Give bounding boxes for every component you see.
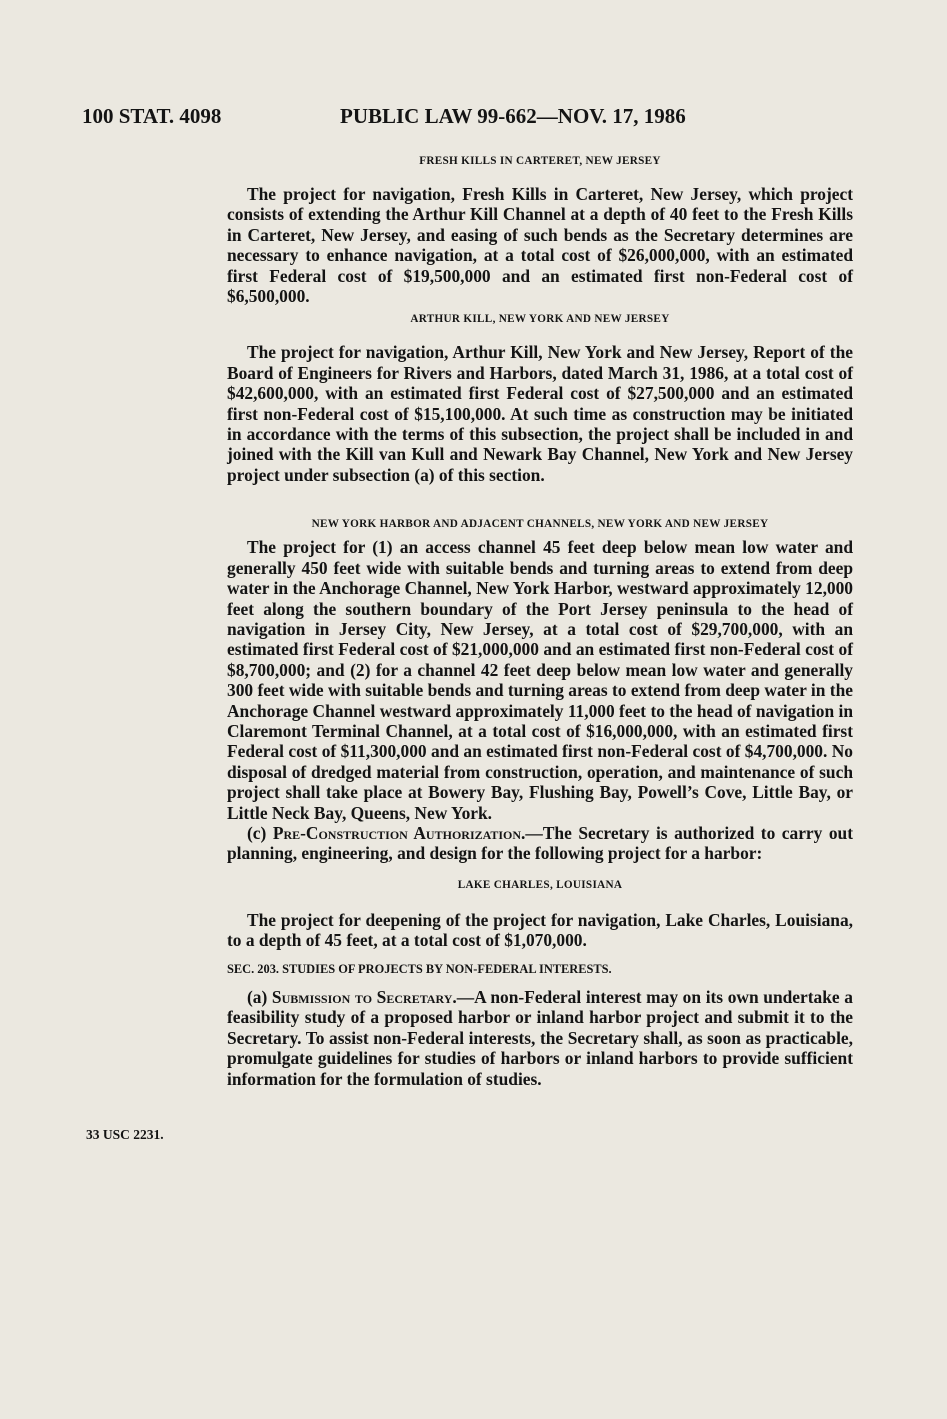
subsection-a-label: (a) xyxy=(247,987,272,1007)
paragraph-ny-harbor: The project for (1) an access channel 45 feet deep below mean low water and generally 450 feet wide with suitable bends and turning areas to extend from deep water in the Anchorage Channel, New York Harbor, westward approximately 12,000 feet along the southern boundary of the Port Jersey peninsula to the head of navigation in Jersey City, New Jersey, at a total cost of $29,700,000, with an estimated first Federal cost of $21,000,000 and an estimated first non-Federal cost of $8,700,000; and (2) for a channel 42 feet deep below mean low water and generally 300 feet wide with suitable bends and turning areas to extend from deep water in the Anchorage Channel westward approximately 11,000 feet to the head of navigation in Claremont Terminal Channel, at a total cost of $16,000,000, with an estimated first Federal cost of $11,300,000 and an estimated first non-Federal cost of $4,700,000. No disposal of dredged material from construction, operation, and maintenance of such project shall take place at Bowery Bay, Flushing Bay, Powell’s Cove, Little Bay, or Little Neck Bay, Queens, New York. xyxy=(227,537,853,823)
subsection-c-text: —The Secretary is authorized to carry out planning, engineering, and design for the following project for a harbor: xyxy=(227,822,854,864)
body-text xyxy=(227,150,853,1089)
paragraph-sec-203-a xyxy=(227,987,853,1089)
heading-fresh-kills: FRESH KILLS IN CARTERET, NEW JERSEY xyxy=(419,155,661,167)
public-law-title: PUBLIC LAW 99-662—NOV. 17, 1986 xyxy=(340,104,686,128)
paragraph-lake-charles: The project for deepening of the project for navigation, Lake Charles, Louisiana, to a depth of 45 feet, at a total cost of $1,070,000. xyxy=(227,909,853,951)
margin-note-usc: 33 USC 2231. xyxy=(86,1127,164,1142)
subsection-c-label: (c) xyxy=(247,822,273,843)
section-203-title: SEC. 203. STUDIES OF PROJECTS BY NON-FEDERAL INTERESTS. xyxy=(227,961,612,976)
heading-arthur-kill: ARTHUR KILL, NEW YORK AND NEW JERSEY xyxy=(410,313,670,326)
subsection-a-title: Submission to Secretary. xyxy=(271,987,457,1007)
subsection-a-text: —A non-Federal interest may on its own undertake a feasibility study of a proposed harbor or inland harbor project and submit it to the Secretary. To assist non-Federal interests, the Secretary shall, as soon as practicable, promulgate guidelines for studies of harbors or inland harbors to provide sufficient information for the formulation of studies. xyxy=(227,987,853,1089)
paragraph-fresh-kills: The project for navigation, Fresh Kills in Carteret, New Jersey, which project consists of extending the Arthur Kill Channel at a depth of 40 feet to the Fresh Kills in Carteret, New Jersey, and easing of such bends as the Secretary determines are necessary to enhance navigation, at a total cost of $26,000,000, with an estimated first Federal cost of $19,500,000 and an estimated first non-Federal cost of $6,500,000. xyxy=(227,184,853,307)
paragraph-pre-construction xyxy=(227,823,853,864)
statute-citation: 100 STAT. 4098 xyxy=(82,104,222,128)
heading-lake-charles: LAKE CHARLES, LOUISIANA xyxy=(457,878,623,891)
heading-ny-harbor: NEW YORK HARBOR AND ADJACENT CHANNELS, NEW YORK AND NEW JERSEY xyxy=(311,518,769,531)
paragraph-arthur-kill: The project for navigation, Arthur Kill, New York and New Jersey, Report of the Board of Engineers for Rivers and Harbors, dated March 31, 1986, at a total cost of $42,600,000, with an estimated first Federal cost of $27,500,000 and an estimated first non-Federal cost of $15,100,000. At such time as construction may be initiated in accordance with the terms of this subsection, the project shall be included in and joined with the Kill van Kull and Newark Bay Channel, New York and New Jersey project under subsection (a) of this section. xyxy=(227,342,853,485)
subsection-c-title: Pre-Construction Authorization. xyxy=(272,822,526,843)
